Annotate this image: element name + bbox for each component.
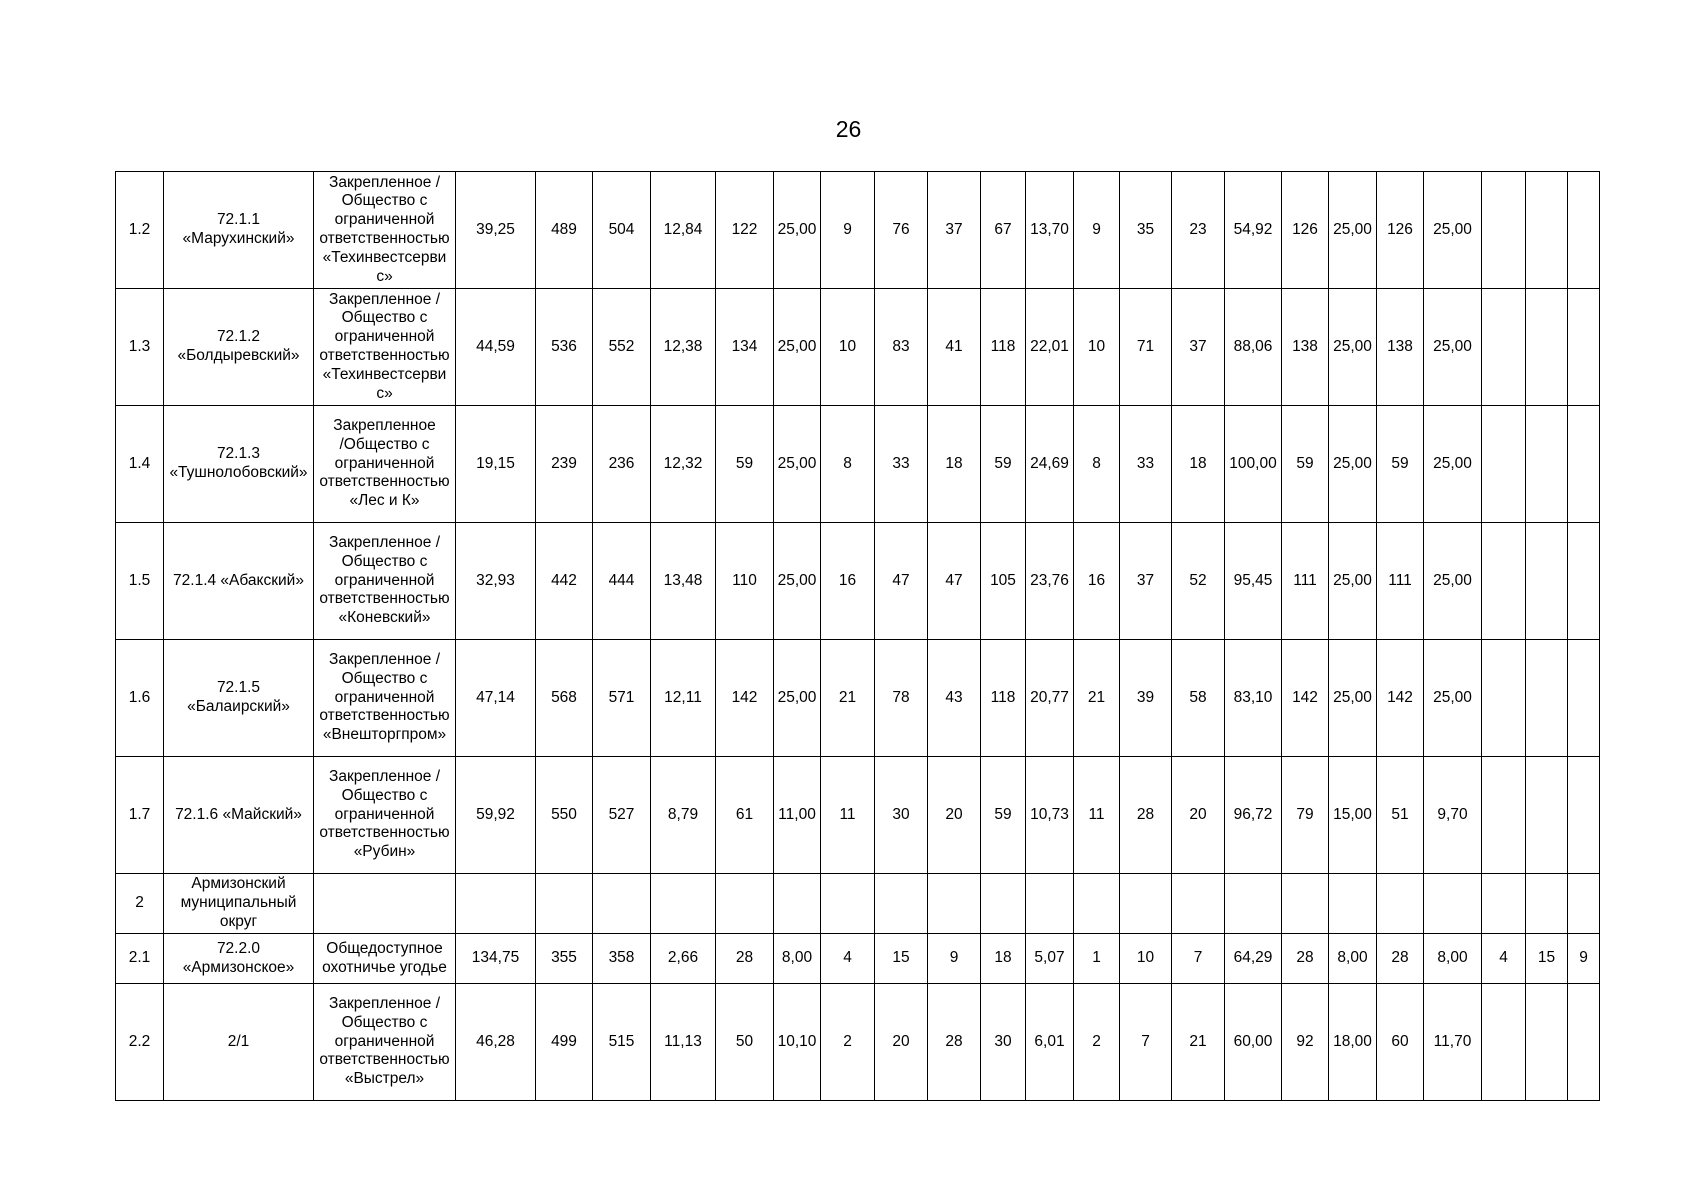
owner-line: «Коневский» <box>338 609 431 627</box>
value-cell: 64,29 <box>1225 934 1282 984</box>
value-cell <box>981 874 1026 934</box>
owner-line: Общество с <box>341 1013 428 1031</box>
owner-cell <box>314 757 456 874</box>
owner-line: Общество с <box>341 669 428 687</box>
owner-cell <box>314 934 456 984</box>
ground-name-line: «Армизонское» <box>182 958 295 976</box>
value-cell: 12,38 <box>651 289 716 406</box>
owner-line: Закрепленное / <box>328 534 441 551</box>
value-cell <box>456 874 536 934</box>
value-cell: 83 <box>875 289 928 406</box>
table-row <box>116 640 1600 757</box>
owner-line: ограниченной <box>334 571 435 589</box>
value-cell <box>1526 984 1568 1101</box>
ground-name-cell <box>164 640 314 757</box>
row-number-cell: 2 <box>116 874 164 934</box>
value-cell: 442 <box>536 523 593 640</box>
value-cell: 18 <box>1172 406 1225 523</box>
value-cell: 95,45 <box>1225 523 1282 640</box>
value-cell: 30 <box>981 984 1026 1101</box>
value-cell: 41 <box>928 289 981 406</box>
value-cell: 568 <box>536 640 593 757</box>
value-cell: 8,00 <box>1329 934 1377 984</box>
table-row <box>116 172 1600 289</box>
owner-line: ответственностью <box>319 347 450 364</box>
value-cell: 39 <box>1120 640 1172 757</box>
value-cell <box>1482 289 1526 406</box>
row-number-cell: 2.2 <box>116 984 164 1101</box>
value-cell <box>1482 172 1526 289</box>
ground-name-cell <box>164 934 314 984</box>
owner-line: Общество с <box>341 309 428 327</box>
value-cell: 88,06 <box>1225 289 1282 406</box>
value-cell <box>1120 874 1172 934</box>
value-cell: 35 <box>1120 172 1172 289</box>
owner-line: «Техинвестсерви <box>322 248 447 266</box>
owner-line: «Рубин» <box>353 843 416 861</box>
value-cell: 1 <box>1074 934 1120 984</box>
value-cell <box>536 874 593 934</box>
ground-name-line: 72.1.6 «Майский» <box>175 805 302 823</box>
ground-name-line: 72.1.2 <box>216 328 261 346</box>
row-number-cell: 1.6 <box>116 640 164 757</box>
value-cell: 18 <box>981 934 1026 984</box>
value-cell: 2 <box>1074 984 1120 1101</box>
value-cell: 30 <box>875 757 928 874</box>
value-cell: 100,00 <box>1225 406 1282 523</box>
value-cell <box>1482 523 1526 640</box>
value-cell: 11,13 <box>651 984 716 1101</box>
ground-name-line: округ <box>219 912 258 930</box>
value-cell: 20,77 <box>1026 640 1074 757</box>
value-cell: 52 <box>1172 523 1225 640</box>
value-cell <box>716 874 774 934</box>
value-cell <box>1526 289 1568 406</box>
value-cell: 44,59 <box>456 289 536 406</box>
value-cell: 12,32 <box>651 406 716 523</box>
value-cell <box>1026 874 1074 934</box>
value-cell <box>774 874 821 934</box>
value-cell <box>1568 640 1600 757</box>
row-number-cell: 1.5 <box>116 523 164 640</box>
owner-line: ответственностью <box>319 707 450 725</box>
value-cell: 59,92 <box>456 757 536 874</box>
ground-name-line: 2/1 <box>227 1032 250 1050</box>
value-cell: 11 <box>1074 757 1120 874</box>
owner-line: Общество с <box>341 552 428 570</box>
value-cell <box>1568 874 1600 934</box>
owner-cell <box>314 172 456 289</box>
table-row <box>116 934 1600 984</box>
table-row <box>116 984 1600 1101</box>
value-cell: 239 <box>536 406 593 523</box>
value-cell: 504 <box>593 172 651 289</box>
value-cell: 28 <box>928 984 981 1101</box>
value-cell: 39,25 <box>456 172 536 289</box>
value-cell: 138 <box>1377 289 1424 406</box>
value-cell <box>1424 874 1482 934</box>
value-cell: 76 <box>875 172 928 289</box>
value-cell: 92 <box>1282 984 1329 1101</box>
value-cell: 20 <box>928 757 981 874</box>
value-cell: 6,01 <box>1026 984 1074 1101</box>
value-cell: 25,00 <box>774 406 821 523</box>
owner-line: Закрепленное / <box>328 768 441 785</box>
value-cell: 21 <box>1074 640 1120 757</box>
value-cell: 10 <box>1074 289 1120 406</box>
hunting-grounds-table <box>115 171 1600 1101</box>
value-cell: 9 <box>1568 934 1600 984</box>
value-cell <box>1526 523 1568 640</box>
value-cell: 9 <box>928 934 981 984</box>
value-cell: 19,15 <box>456 406 536 523</box>
value-cell: 79 <box>1282 757 1329 874</box>
value-cell: 60,00 <box>1225 984 1282 1101</box>
value-cell: 444 <box>593 523 651 640</box>
value-cell: 536 <box>536 289 593 406</box>
ground-name-line: 72.1.3 <box>216 445 261 463</box>
value-cell: 20 <box>1172 757 1225 874</box>
owner-line: Закрепленное / <box>328 173 441 191</box>
value-cell <box>1526 757 1568 874</box>
row-number-cell: 2.1 <box>116 934 164 984</box>
value-cell <box>1526 874 1568 934</box>
owner-line: Закрепленное / <box>328 995 441 1012</box>
ground-name-cell <box>164 874 314 934</box>
value-cell: 33 <box>875 406 928 523</box>
owner-line: Общедоступное <box>326 939 443 957</box>
value-cell: 25,00 <box>1424 640 1482 757</box>
value-cell: 15,00 <box>1329 757 1377 874</box>
value-cell: 8,00 <box>1424 934 1482 984</box>
value-cell: 13,48 <box>651 523 716 640</box>
value-cell: 11,70 <box>1424 984 1482 1101</box>
ground-name-cell <box>164 289 314 406</box>
owner-line: ограниченной <box>334 211 435 229</box>
owner-line: «Выстрел» <box>344 1070 425 1088</box>
value-cell: 9,70 <box>1424 757 1482 874</box>
row-number-cell: 1.7 <box>116 757 164 874</box>
ground-name-cell <box>164 172 314 289</box>
value-cell: 54,92 <box>1225 172 1282 289</box>
value-cell: 25,00 <box>1329 406 1377 523</box>
value-cell: 78 <box>875 640 928 757</box>
value-cell: 43 <box>928 640 981 757</box>
owner-line: ответственностью <box>319 1051 450 1069</box>
value-cell: 25,00 <box>1424 523 1482 640</box>
value-cell: 358 <box>593 934 651 984</box>
value-cell: 67 <box>981 172 1026 289</box>
value-cell <box>1526 172 1568 289</box>
value-cell <box>1568 406 1600 523</box>
row-number-cell: 1.2 <box>116 172 164 289</box>
ground-name-line: 72.1.5 <box>216 679 261 697</box>
value-cell: 16 <box>1074 523 1120 640</box>
value-cell: 4 <box>1482 934 1526 984</box>
page-number: 26 <box>835 116 862 142</box>
owner-line: охотничье угодье <box>322 958 447 976</box>
value-cell: 10,73 <box>1026 757 1074 874</box>
value-cell <box>821 874 875 934</box>
value-cell: 2,66 <box>651 934 716 984</box>
value-cell: 20 <box>875 984 928 1101</box>
table-row <box>116 289 1600 406</box>
value-cell <box>1282 874 1329 934</box>
owner-line: ограниченной <box>334 688 435 706</box>
value-cell: 515 <box>593 984 651 1101</box>
value-cell: 23 <box>1172 172 1225 289</box>
value-cell: 142 <box>1377 640 1424 757</box>
owner-line: ограниченной <box>334 1032 435 1050</box>
owner-cell <box>314 406 456 523</box>
value-cell: 28 <box>1377 934 1424 984</box>
value-cell: 4 <box>821 934 875 984</box>
value-cell: 16 <box>821 523 875 640</box>
value-cell: 142 <box>1282 640 1329 757</box>
value-cell <box>1074 874 1120 934</box>
owner-line: /Общество с <box>339 435 430 453</box>
value-cell <box>1482 757 1526 874</box>
value-cell <box>1526 406 1568 523</box>
value-cell: 58 <box>1172 640 1225 757</box>
owner-line: ограниченной <box>334 805 435 823</box>
value-cell: 25,00 <box>774 523 821 640</box>
value-cell: 21 <box>1172 984 1225 1101</box>
value-cell: 8 <box>821 406 875 523</box>
value-cell: 105 <box>981 523 1026 640</box>
ground-name-cell <box>164 523 314 640</box>
value-cell <box>1568 172 1600 289</box>
value-cell: 118 <box>981 289 1026 406</box>
value-cell: 25,00 <box>1424 289 1482 406</box>
value-cell <box>928 874 981 934</box>
value-cell: 60 <box>1377 984 1424 1101</box>
ground-name-cell <box>164 757 314 874</box>
value-cell <box>1225 874 1282 934</box>
value-cell: 9 <box>1074 172 1120 289</box>
value-cell: 122 <box>716 172 774 289</box>
owner-line: Закрепленное / <box>328 651 441 668</box>
owner-line: Общество с <box>341 786 428 804</box>
value-cell <box>1329 874 1377 934</box>
row-number-cell: 1.3 <box>116 289 164 406</box>
value-cell: 47,14 <box>456 640 536 757</box>
ground-name-cell <box>164 406 314 523</box>
owner-cell <box>314 640 456 757</box>
owner-line: ответственностью <box>319 473 450 491</box>
value-cell: 71 <box>1120 289 1172 406</box>
value-cell <box>1568 523 1600 640</box>
value-cell: 50 <box>716 984 774 1101</box>
value-cell <box>593 874 651 934</box>
value-cell <box>875 874 928 934</box>
value-cell <box>1568 984 1600 1101</box>
value-cell: 28 <box>1120 757 1172 874</box>
ground-name-line: 72.2.0 <box>216 939 261 957</box>
owner-line: с» <box>376 384 393 402</box>
value-cell: 12,11 <box>651 640 716 757</box>
owner-line: «Техинвестсерви <box>322 365 447 383</box>
value-cell: 59 <box>981 406 1026 523</box>
value-cell <box>1568 289 1600 406</box>
value-cell: 37 <box>1120 523 1172 640</box>
value-cell: 489 <box>536 172 593 289</box>
owner-line: ответственностью <box>319 590 450 608</box>
value-cell: 527 <box>593 757 651 874</box>
value-cell: 47 <box>875 523 928 640</box>
value-cell: 7 <box>1120 984 1172 1101</box>
owner-line: ограниченной <box>334 454 435 472</box>
value-cell: 96,72 <box>1225 757 1282 874</box>
value-cell: 552 <box>593 289 651 406</box>
value-cell: 142 <box>716 640 774 757</box>
value-cell: 10,10 <box>774 984 821 1101</box>
ground-name-line: «Марухинский» <box>182 230 295 247</box>
value-cell: 10 <box>821 289 875 406</box>
owner-line: ограниченной <box>334 328 435 346</box>
owner-line: ответственностью <box>319 824 450 842</box>
value-cell: 236 <box>593 406 651 523</box>
owner-line: Закрепленное <box>333 417 436 434</box>
value-cell <box>1482 406 1526 523</box>
owner-cell <box>314 289 456 406</box>
owner-line: с» <box>376 267 393 285</box>
value-cell <box>1482 640 1526 757</box>
value-cell: 33 <box>1120 406 1172 523</box>
value-cell: 15 <box>875 934 928 984</box>
value-cell: 126 <box>1282 172 1329 289</box>
owner-cell <box>314 984 456 1101</box>
value-cell: 25,00 <box>1329 640 1377 757</box>
owner-cell <box>314 523 456 640</box>
table-row <box>116 874 1600 934</box>
ground-name-line: 72.1.1 <box>216 211 261 229</box>
value-cell: 21 <box>821 640 875 757</box>
value-cell: 8 <box>1074 406 1120 523</box>
value-cell: 138 <box>1282 289 1329 406</box>
value-cell: 37 <box>928 172 981 289</box>
value-cell: 11,00 <box>774 757 821 874</box>
value-cell <box>1482 874 1526 934</box>
value-cell: 25,00 <box>1329 172 1377 289</box>
value-cell: 18 <box>928 406 981 523</box>
ground-name-cell <box>164 984 314 1101</box>
table-row <box>116 757 1600 874</box>
owner-line: «Лес и К» <box>349 492 420 510</box>
value-cell: 110 <box>716 523 774 640</box>
value-cell <box>1482 984 1526 1101</box>
value-cell: 111 <box>1282 523 1329 640</box>
value-cell: 83,10 <box>1225 640 1282 757</box>
value-cell: 25,00 <box>1424 172 1482 289</box>
value-cell: 28 <box>1282 934 1329 984</box>
value-cell: 13,70 <box>1026 172 1074 289</box>
value-cell <box>1377 874 1424 934</box>
value-cell <box>1568 757 1600 874</box>
ground-name-line: муниципальный <box>180 894 297 912</box>
value-cell: 499 <box>536 984 593 1101</box>
value-cell: 25,00 <box>774 172 821 289</box>
value-cell: 23,76 <box>1026 523 1074 640</box>
value-cell: 32,93 <box>456 523 536 640</box>
value-cell: 47 <box>928 523 981 640</box>
owner-line: ответственностью <box>319 230 450 247</box>
value-cell: 25,00 <box>1329 523 1377 640</box>
table-row <box>116 523 1600 640</box>
owner-line: Общество с <box>341 192 428 210</box>
value-cell: 59 <box>1282 406 1329 523</box>
value-cell: 61 <box>716 757 774 874</box>
value-cell: 25,00 <box>1329 289 1377 406</box>
value-cell: 7 <box>1172 934 1225 984</box>
table-row <box>116 406 1600 523</box>
value-cell: 12,84 <box>651 172 716 289</box>
value-cell: 8,79 <box>651 757 716 874</box>
ground-name-line: 72.1.4 «Абакский» <box>173 571 304 589</box>
value-cell: 9 <box>821 172 875 289</box>
value-cell: 59 <box>1377 406 1424 523</box>
value-cell: 111 <box>1377 523 1424 640</box>
value-cell: 5,07 <box>1026 934 1074 984</box>
value-cell <box>1172 874 1225 934</box>
ground-name-line: Армизонский <box>191 875 286 893</box>
value-cell: 134 <box>716 289 774 406</box>
value-cell: 25,00 <box>774 640 821 757</box>
value-cell: 24,69 <box>1026 406 1074 523</box>
value-cell <box>1526 640 1568 757</box>
owner-cell <box>314 874 456 934</box>
value-cell: 37 <box>1172 289 1225 406</box>
value-cell: 355 <box>536 934 593 984</box>
value-cell: 28 <box>716 934 774 984</box>
owner-line: Закрепленное / <box>328 290 441 308</box>
value-cell: 22,01 <box>1026 289 1074 406</box>
value-cell: 126 <box>1377 172 1424 289</box>
value-cell: 25,00 <box>1424 406 1482 523</box>
value-cell: 118 <box>981 640 1026 757</box>
value-cell: 46,28 <box>456 984 536 1101</box>
value-cell: 2 <box>821 984 875 1101</box>
value-cell: 571 <box>593 640 651 757</box>
value-cell: 59 <box>981 757 1026 874</box>
value-cell: 15 <box>1526 934 1568 984</box>
row-number-cell: 1.4 <box>116 406 164 523</box>
owner-line: «Внешторгпром» <box>322 726 447 744</box>
value-cell: 550 <box>536 757 593 874</box>
ground-name-line: «Болдыревский» <box>177 347 300 364</box>
value-cell: 25,00 <box>774 289 821 406</box>
value-cell: 134,75 <box>456 934 536 984</box>
value-cell: 10 <box>1120 934 1172 984</box>
ground-name-line: «Балаирский» <box>187 698 290 715</box>
value-cell: 11 <box>821 757 875 874</box>
value-cell <box>651 874 716 934</box>
value-cell: 8,00 <box>774 934 821 984</box>
value-cell: 18,00 <box>1329 984 1377 1101</box>
value-cell: 51 <box>1377 757 1424 874</box>
ground-name-line: «Тушнолобовский» <box>169 464 308 481</box>
value-cell: 59 <box>716 406 774 523</box>
